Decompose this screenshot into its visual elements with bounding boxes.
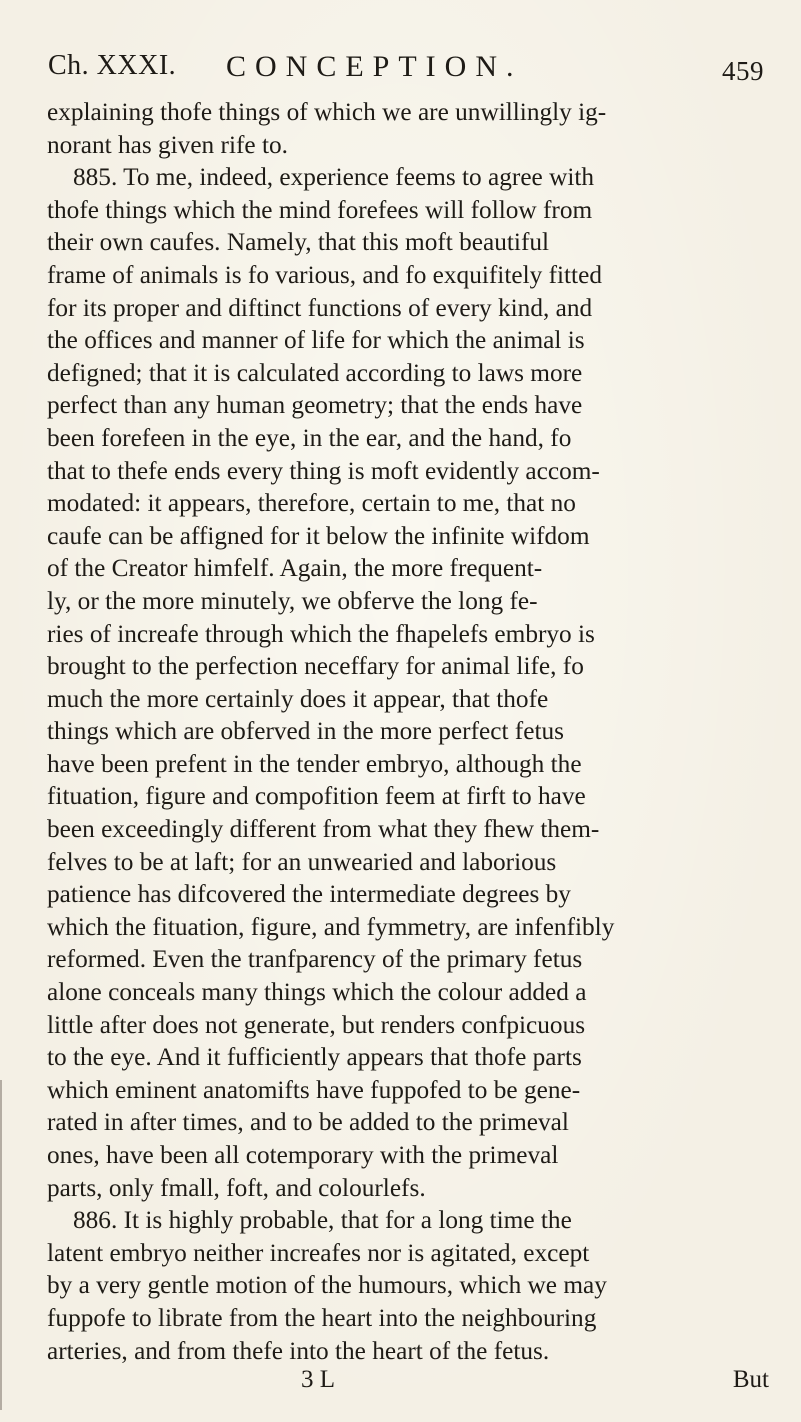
text-line: their own caufes. Namely, that this moft beautiful xyxy=(47,228,550,257)
catchword: But xyxy=(732,1366,769,1393)
text-line: alone conceals many things which the colour added a xyxy=(47,978,587,1007)
text-line: by a very gentle motion of the humours, which we may xyxy=(47,1271,607,1300)
text-line: have been prefent in the tender embryo, although the xyxy=(47,749,582,778)
text-line: arteries, and from thefe into the heart of the fetus. xyxy=(47,1336,550,1365)
text-line: little after does not generate, but renders confpicuous xyxy=(47,1010,586,1039)
text-line: things which are obferved in the more perfect fetus xyxy=(47,717,564,746)
chapter-label: Ch. XXXI. xyxy=(48,50,177,81)
text-line: ones, have been all cotemporary with the primeval xyxy=(47,1141,559,1169)
text-line: rated in after times, and to be added to the primeval xyxy=(47,1108,569,1137)
paragraph-886-start: 886. It is highly probable, that for a long time the xyxy=(73,1206,572,1235)
text-line: of the Creator himfelf. Again, the more frequent- xyxy=(47,554,543,583)
page-footer xyxy=(47,1366,769,1406)
text-line: norant has given rife to. xyxy=(47,130,288,159)
text-line: fuppofe to librate from the heart into the neighbouring xyxy=(47,1303,597,1332)
text-line: reformed. Even the tranfparency of the primary fetus xyxy=(47,945,583,974)
text-line: brought to the perfection neceffary for animal life, fo xyxy=(47,652,584,681)
text-line: parts, only fmall, foft, and colourlefs. xyxy=(47,1173,426,1202)
text-line: perfect than any human geometry; that the ends have xyxy=(47,391,583,420)
page-header xyxy=(48,46,764,90)
text-line: ries of increafe through which the fhapelefs embryo is xyxy=(47,619,595,648)
text-line: latent embryo neither increafes nor is agitated, except xyxy=(47,1238,590,1267)
text-line: to the eye. And it fufficiently appears that thofe parts xyxy=(47,1043,582,1072)
text-line: which eminent anatomifts have fuppofed to be gene- xyxy=(47,1075,581,1104)
text-line: much the more certainly does it appear, that thofe xyxy=(47,684,549,713)
text-line: caufe can be affigned for it below the infinite wifdom xyxy=(47,521,590,550)
text-line: that to thefe ends every thing is moft evidently accom- xyxy=(47,456,600,485)
text-line: thofe things which the mind forefees will follow from xyxy=(47,195,593,224)
text-line: been exceedingly different from what they fhew them- xyxy=(47,815,600,844)
page-edge-shadow xyxy=(0,1080,2,1410)
text-line: frame of animals is fo various, and fo exquifitely fitted xyxy=(47,260,602,289)
paragraph-885-start: 885. To me, indeed, experience feems to agree with xyxy=(73,163,595,192)
page-number: 459 xyxy=(722,56,764,86)
text-line: felves to be at laft; for an unwearied and laborious xyxy=(47,847,557,876)
text-line: for its proper and diftinct functions of every kind, and xyxy=(47,293,593,322)
text-line: explaining thofe things of which we are unwillingly ig- xyxy=(47,98,607,126)
signature-mark: 3 L xyxy=(301,1366,336,1393)
text-line: the offices and manner of life for which the animal is xyxy=(47,326,585,355)
running-title: CONCEPTION. xyxy=(226,50,523,83)
text-line: which the fituation, figure, and fymmetry, are infenfibly xyxy=(47,912,615,941)
body-text xyxy=(47,96,769,1367)
text-line: ly, or the more minutely, we obferve the long fe- xyxy=(47,586,538,615)
text-line: been forefeen in the eye, in the ear, and the hand, fo xyxy=(47,423,572,452)
text-line: modated: it appears, therefore, certain to me, that no xyxy=(47,489,576,518)
text-line: defigned; that it is calculated according to laws more xyxy=(47,358,583,387)
text-line: patience has difcovered the intermediate degrees by xyxy=(47,880,571,909)
text-line: fituation, figure and compofition feem at firft to have xyxy=(47,782,586,811)
